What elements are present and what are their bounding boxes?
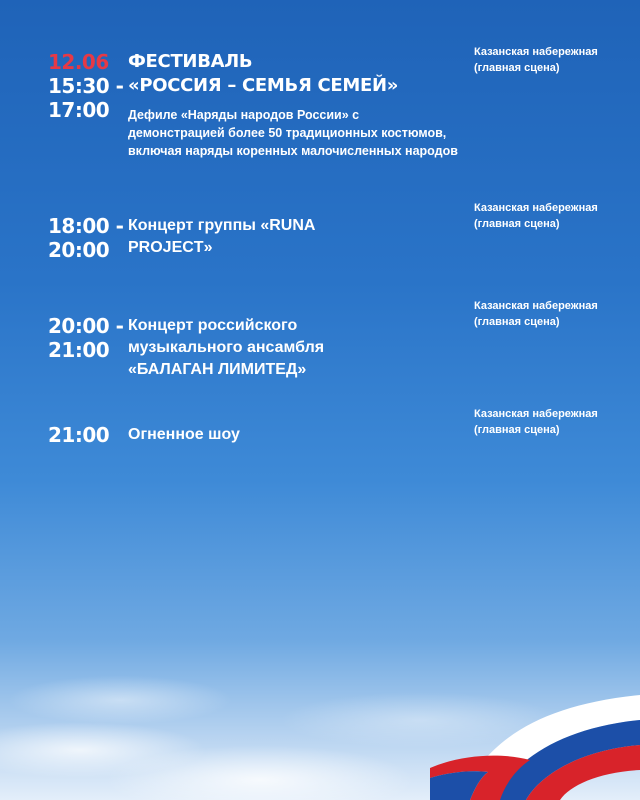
- event-title: Огненное шоу: [128, 426, 240, 443]
- event-title: Концерт группы «RUNA PROJECT»: [128, 217, 315, 256]
- festival-title-line1: ФЕСТИВАЛЬ: [128, 51, 253, 72]
- russian-flag-ribbon: [430, 650, 640, 800]
- event-time: 20:00 - 21:00: [48, 314, 124, 362]
- event-title: [128, 50, 458, 160]
- event-venue: Казанская набережная (главная сцена): [474, 46, 598, 74]
- event-date: 12.06: [48, 50, 109, 74]
- event-venue: Казанская набережная (главная сцена): [474, 408, 598, 436]
- event-description: Дефиле «Наряды народов России» с демонстрацией более 50 традиционных костюмов, включая наряды коренных малочисленных народов: [128, 108, 458, 158]
- event-time: 21:00: [48, 423, 110, 447]
- event-title: Концерт российского музыкального ансамбля «БАЛАГАН ЛИМИТЕД»: [128, 317, 325, 378]
- event-venue: Казанская набережная (главная сцена): [474, 300, 598, 328]
- event-time: [48, 50, 124, 122]
- event-time-text: 15:30 - 17:00: [48, 74, 124, 122]
- event-time: 18:00 - 20:00: [48, 214, 124, 262]
- event-venue: Казанская набережная (главная сцена): [474, 202, 598, 230]
- festival-title-line2: «РОССИЯ – СЕМЬЯ СЕМЕЙ»: [128, 75, 399, 96]
